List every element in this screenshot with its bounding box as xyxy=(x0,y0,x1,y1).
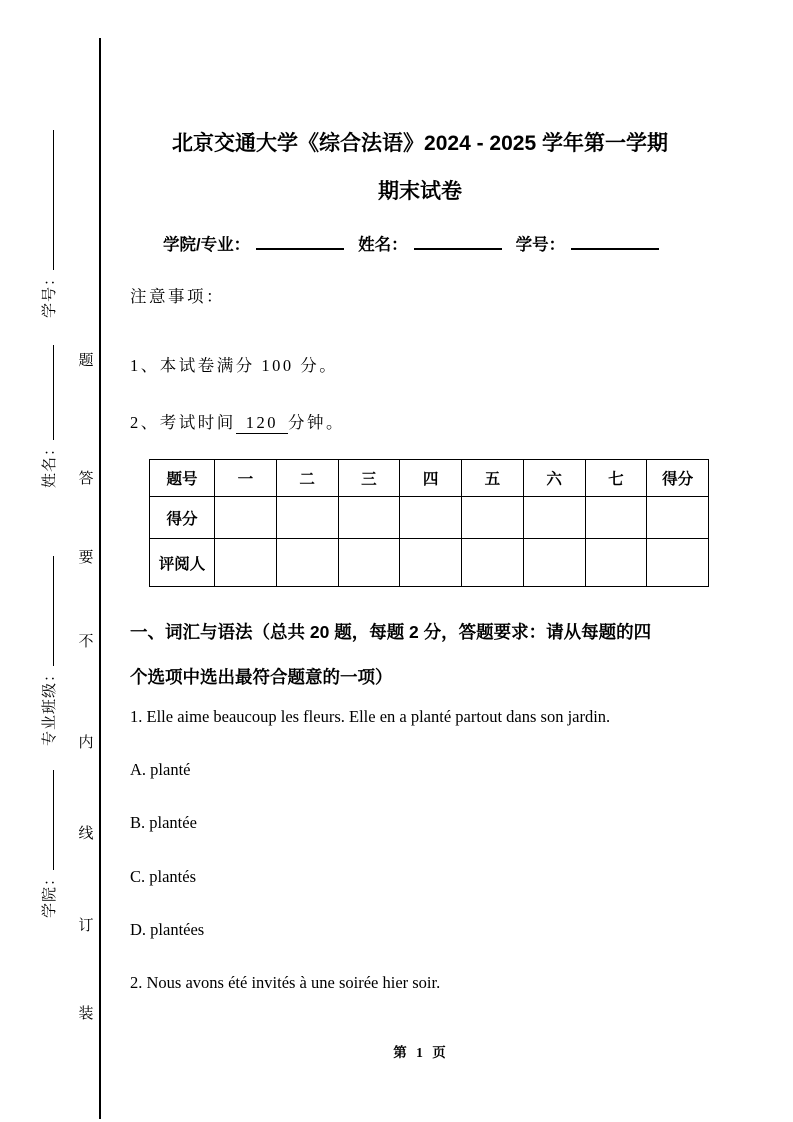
binding-field-school xyxy=(38,770,59,918)
note-duration-value: 120 xyxy=(236,413,288,434)
binding-line-char: 线 xyxy=(78,826,94,842)
note-total-score: 1、本试卷满分 100 分。 xyxy=(130,356,339,375)
notes-heading: 注意事项： xyxy=(130,287,225,306)
grader-cell xyxy=(215,539,277,587)
score-table-header-cell: 题号 xyxy=(150,460,215,497)
binding-field-blank xyxy=(41,345,54,440)
score-table-header-cell: 二 xyxy=(276,460,338,497)
grader-cell xyxy=(585,539,647,587)
binding-line-char: 要 xyxy=(78,550,94,566)
question-1: 1. Elle aime beaucoup les fleurs. Elle en a planté partout dans son jardin. xyxy=(130,707,611,726)
binding-line-rule xyxy=(99,38,101,1119)
score-table-header-row xyxy=(150,460,709,497)
binding-field-label: 专业班级： xyxy=(42,665,58,746)
score-cell xyxy=(523,497,585,539)
score-table-header-cell: 得分 xyxy=(647,460,709,497)
grader-cell xyxy=(338,539,400,587)
grader-cell xyxy=(462,539,524,587)
score-cell xyxy=(338,497,400,539)
page-title xyxy=(110,120,730,216)
grader-cell xyxy=(647,539,709,587)
page-title-line2: 期末试卷 xyxy=(378,180,462,203)
note-exam-duration xyxy=(130,409,712,434)
page-number: 第 1 页 xyxy=(393,1045,449,1060)
section1-heading-line1: 一、词汇与语法（总共 20 题，每题 2 分，答题要求：请从每题的四 xyxy=(130,622,652,642)
question-1-option-b: B. plantée xyxy=(130,813,197,832)
binding-line-char: 答 xyxy=(78,471,94,487)
grader-cell xyxy=(276,539,338,587)
note-duration-suffix: 分钟。 xyxy=(288,413,345,432)
binding-field-student-id xyxy=(38,130,59,318)
binding-line-char: 题 xyxy=(78,353,94,369)
info-label-name: 姓名： xyxy=(358,236,408,254)
binding-field-label: 姓名： xyxy=(42,439,58,488)
question-1-option-a: A. planté xyxy=(130,760,191,779)
score-row xyxy=(150,497,709,539)
student-info-line xyxy=(163,231,723,255)
binding-field-blank xyxy=(41,556,54,666)
question-1-option-d: D. plantées xyxy=(130,920,205,939)
score-cell xyxy=(276,497,338,539)
score-row-label: 得分 xyxy=(150,497,215,539)
score-table-header-cell: 三 xyxy=(338,460,400,497)
score-table-header-cell: 四 xyxy=(400,460,462,497)
grader-cell xyxy=(523,539,585,587)
binding-field-label: 学院： xyxy=(42,869,58,918)
question-1-option-c: C. plantés xyxy=(130,867,196,886)
binding-field-name xyxy=(38,345,59,488)
grader-row-label: 评阅人 xyxy=(150,539,215,587)
score-cell xyxy=(647,497,709,539)
section1-heading xyxy=(130,610,716,700)
note-duration-prefix: 2、考试时间 xyxy=(130,413,236,432)
score-table-header-cell: 五 xyxy=(462,460,524,497)
page-title-line1: 北京交通大学《综合法语》2024 - 2025 学年第一学期 xyxy=(172,132,668,155)
binding-field-blank xyxy=(41,130,54,270)
score-cell xyxy=(585,497,647,539)
score-cell xyxy=(462,497,524,539)
score-table-header-cell: 七 xyxy=(585,460,647,497)
info-label-student-id: 学号： xyxy=(515,236,566,254)
student-id-blank xyxy=(571,235,659,250)
binding-field-blank xyxy=(41,770,54,870)
binding-field-class xyxy=(38,556,59,746)
info-label-department: 学院/专业： xyxy=(163,236,251,254)
binding-field-label: 学号： xyxy=(42,269,58,318)
department-blank xyxy=(256,235,344,250)
binding-line-char: 内 xyxy=(78,735,94,751)
score-table-header-cell: 六 xyxy=(523,460,585,497)
binding-line-char: 订 xyxy=(78,918,94,934)
binding-line-char: 不 xyxy=(78,634,94,650)
name-blank xyxy=(414,235,502,250)
grader-cell xyxy=(400,539,462,587)
score-cell xyxy=(400,497,462,539)
binding-line-char: 装 xyxy=(78,1006,94,1022)
score-cell xyxy=(215,497,277,539)
section1-heading-line2: 个选项中选出最符合题意的一项） xyxy=(130,667,393,687)
score-table xyxy=(149,459,709,587)
score-table-header-cell: 一 xyxy=(215,460,277,497)
question-2: 2. Nous avons été invités à une soirée hier soir. xyxy=(130,973,441,992)
grader-row xyxy=(150,539,709,587)
